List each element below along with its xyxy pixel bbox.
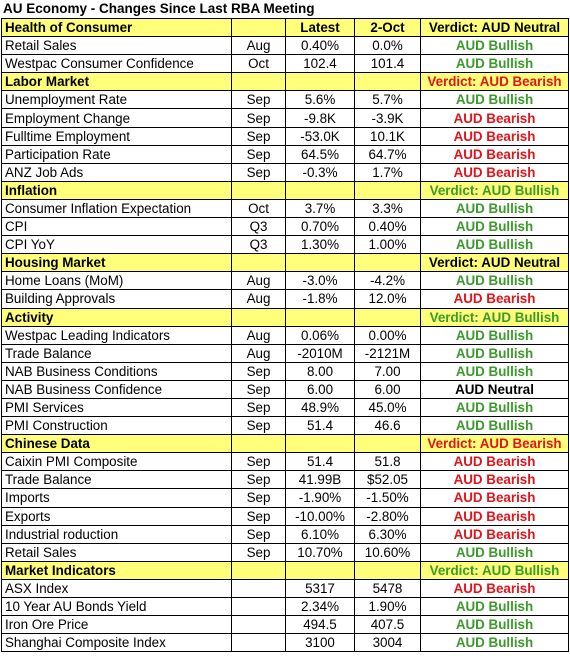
indicator-period: Sep [232,91,286,109]
indicator-period: Sep [232,471,286,489]
table-row [2,417,569,435]
indicator-period: Q3 [232,218,286,236]
indicator-latest: 6.10% [286,525,355,543]
indicator-verdict: AUD Bullish [421,598,569,616]
indicator-name: Retail Sales [2,543,232,561]
indicator-latest: 5.6% [286,91,355,109]
section-period-header [232,181,286,199]
indicator-previous: 64.7% [355,145,421,163]
indicator-verdict: AUD Bullish [421,634,569,652]
indicator-name: ANZ Job Ads [2,163,232,181]
economy-table [1,18,569,652]
section-verdict: Verdict: AUD Neutral [421,19,569,37]
table-row [2,290,569,308]
section-header [2,435,569,453]
indicator-name: NAB Business Confidence [2,380,232,398]
latest-column-header [286,308,355,326]
table-row [2,489,569,507]
section-period-header [232,435,286,453]
indicator-name: Industrial roduction [2,525,232,543]
indicator-previous: 0.0% [355,37,421,55]
indicator-previous: 51.8 [355,453,421,471]
table-row [2,507,569,525]
indicator-latest: 102.4 [286,55,355,73]
indicator-latest: 48.9% [286,398,355,416]
indicator-period: Aug [232,290,286,308]
table-row [2,55,569,73]
section-verdict: Verdict: AUD Bearish [421,73,569,91]
indicator-previous: $52.05 [355,471,421,489]
section-header [2,308,569,326]
indicator-period [232,579,286,597]
indicator-period: Aug [232,37,286,55]
table-row [2,127,569,145]
indicator-verdict: AUD Bullish [421,218,569,236]
previous-column-header: 2-Oct [355,19,421,37]
indicator-period: Sep [232,507,286,525]
indicator-verdict: AUD Bearish [421,109,569,127]
section-verdict: Verdict: AUD Bullish [421,181,569,199]
table-row [2,380,569,398]
section-period-header [232,561,286,579]
table-row [2,145,569,163]
indicator-previous: 6.30% [355,525,421,543]
indicator-previous: 1.90% [355,598,421,616]
section-header [2,181,569,199]
latest-column-header: Latest [286,19,355,37]
indicator-name: Home Loans (MoM) [2,272,232,290]
indicator-latest: 51.4 [286,417,355,435]
indicator-name: Participation Rate [2,145,232,163]
indicator-name: CPI [2,218,232,236]
indicator-name: 10 Year AU Bonds Yield [2,598,232,616]
indicator-previous: 12.0% [355,290,421,308]
indicator-period: Sep [232,109,286,127]
indicator-verdict: AUD Bullish [421,362,569,380]
latest-column-header [286,181,355,199]
table-row [2,634,569,652]
indicator-previous: 45.0% [355,398,421,416]
indicator-period: Sep [232,362,286,380]
indicator-latest: 51.4 [286,453,355,471]
indicator-latest: -0.3% [286,163,355,181]
indicator-previous: -3.9K [355,109,421,127]
indicator-previous: 3.3% [355,199,421,217]
indicator-latest: -1.8% [286,290,355,308]
indicator-previous: 0.40% [355,218,421,236]
indicator-period: Sep [232,525,286,543]
indicator-name: Retail Sales [2,37,232,55]
indicator-latest: 0.40% [286,37,355,55]
section-title: Activity [2,308,232,326]
indicator-name: Exports [2,507,232,525]
previous-column-header [355,561,421,579]
table-row [2,163,569,181]
indicator-verdict: AUD Bullish [421,543,569,561]
indicator-name: Westpac Leading Indicators [2,326,232,344]
indicator-latest: 3100 [286,634,355,652]
indicator-verdict: AUD Bullish [421,398,569,416]
section-title: Market Indicators [2,561,232,579]
indicator-name: Consumer Inflation Expectation [2,199,232,217]
indicator-period: Sep [232,145,286,163]
indicator-period: Oct [232,55,286,73]
previous-column-header [355,254,421,272]
indicator-previous: 1.7% [355,163,421,181]
indicator-verdict: AUD Bullish [421,326,569,344]
table-row [2,199,569,217]
latest-column-header [286,73,355,91]
indicator-period: Aug [232,344,286,362]
indicator-previous: -4.2% [355,272,421,290]
table-row [2,109,569,127]
previous-column-header [355,435,421,453]
indicator-period: Aug [232,326,286,344]
indicator-period: Aug [232,272,286,290]
table-row [2,598,569,616]
indicator-verdict: AUD Bearish [421,127,569,145]
indicator-latest: -1.90% [286,489,355,507]
indicator-period: Sep [232,489,286,507]
indicator-previous: 46.6 [355,417,421,435]
table-row [2,543,569,561]
indicator-latest: 2.34% [286,598,355,616]
indicator-name: PMI Services [2,398,232,416]
latest-column-header [286,435,355,453]
table-row [2,236,569,254]
indicator-previous: 7.00 [355,362,421,380]
indicator-verdict: AUD Bullish [421,199,569,217]
section-header [2,561,569,579]
indicator-verdict: AUD Bearish [421,163,569,181]
indicator-period: Sep [232,543,286,561]
table-row [2,91,569,109]
indicator-latest: 64.5% [286,145,355,163]
indicator-previous: 5478 [355,579,421,597]
indicator-latest: 1.30% [286,236,355,254]
indicator-previous: -1.50% [355,489,421,507]
indicator-latest: 3.7% [286,199,355,217]
table-row [2,37,569,55]
section-verdict: Verdict: AUD Bearish [421,435,569,453]
section-title: Inflation [2,181,232,199]
indicator-latest: 5317 [286,579,355,597]
indicator-verdict: AUD Bullish [421,91,569,109]
indicator-period [232,634,286,652]
table-row [2,453,569,471]
previous-column-header [355,73,421,91]
indicator-period: Sep [232,417,286,435]
indicator-verdict: AUD Bullish [421,55,569,73]
indicator-name: Unemployment Rate [2,91,232,109]
indicator-name: Imports [2,489,232,507]
section-header [2,73,569,91]
section-title: Housing Market [2,254,232,272]
indicator-verdict: AUD Neutral [421,380,569,398]
indicator-verdict: AUD Bearish [421,507,569,525]
section-verdict: Verdict: AUD Neutral [421,254,569,272]
section-header [2,19,569,37]
previous-column-header [355,181,421,199]
indicator-period: Sep [232,453,286,471]
previous-column-header [355,308,421,326]
indicator-verdict: AUD Bearish [421,471,569,489]
table-row [2,218,569,236]
indicator-previous: 10.60% [355,543,421,561]
indicator-name: Building Approvals [2,290,232,308]
indicator-verdict: AUD Bearish [421,525,569,543]
indicator-name: Fulltime Employment [2,127,232,145]
indicator-previous: 1.00% [355,236,421,254]
indicator-verdict: AUD Bullish [421,37,569,55]
indicator-verdict: AUD Bullish [421,236,569,254]
indicator-verdict: AUD Bullish [421,616,569,634]
indicator-latest: 0.06% [286,326,355,344]
indicator-latest: 6.00 [286,380,355,398]
indicator-latest: -10.00% [286,507,355,525]
indicator-verdict: AUD Bullish [421,272,569,290]
section-verdict: Verdict: AUD Bullish [421,308,569,326]
section-verdict: Verdict: AUD Bullish [421,561,569,579]
indicator-name: Shanghai Composite Index [2,634,232,652]
indicator-period [232,598,286,616]
indicator-name: Iron Ore Price [2,616,232,634]
indicator-verdict: AUD Bearish [421,489,569,507]
indicator-previous: 6.00 [355,380,421,398]
indicator-name: PMI Construction [2,417,232,435]
indicator-latest: -3.0% [286,272,355,290]
indicator-name: Employment Change [2,109,232,127]
section-title: Health of Consumer [2,19,232,37]
table-row [2,616,569,634]
indicator-previous: 0.00% [355,326,421,344]
indicator-latest: -2010M [286,344,355,362]
section-period-header [232,73,286,91]
indicator-previous: 5.7% [355,91,421,109]
section-header [2,254,569,272]
indicator-name: Trade Balance [2,471,232,489]
indicator-verdict: AUD Bearish [421,453,569,471]
indicator-period: Sep [232,127,286,145]
indicator-name: ASX Index [2,579,232,597]
indicator-previous: -2.80% [355,507,421,525]
indicator-verdict: AUD Bullish [421,417,569,435]
section-period-header [232,19,286,37]
indicator-previous: 407.5 [355,616,421,634]
table-row [2,362,569,380]
indicator-period: Sep [232,380,286,398]
indicator-previous: 101.4 [355,55,421,73]
indicator-latest: 0.70% [286,218,355,236]
indicator-period: Sep [232,163,286,181]
table-row [2,326,569,344]
indicator-previous: 3004 [355,634,421,652]
indicator-period [232,616,286,634]
indicator-verdict: AUD Bearish [421,579,569,597]
table-row [2,525,569,543]
section-title: Labor Market [2,73,232,91]
indicator-latest: -53.0K [286,127,355,145]
indicator-previous: 10.1K [355,127,421,145]
latest-column-header [286,561,355,579]
indicator-latest: -9.8K [286,109,355,127]
table-row [2,579,569,597]
latest-column-header [286,254,355,272]
indicator-latest: 41.99B [286,471,355,489]
indicator-verdict: AUD Bearish [421,290,569,308]
table-row [2,398,569,416]
table-row [2,272,569,290]
indicator-verdict: AUD Bullish [421,344,569,362]
indicator-name: Caixin PMI Composite [2,453,232,471]
section-title: Chinese Data [2,435,232,453]
indicator-period: Q3 [232,236,286,254]
indicator-verdict: AUD Bearish [421,145,569,163]
page-title: AU Economy - Changes Since Last RBA Meeting [3,1,315,16]
indicator-latest: 10.70% [286,543,355,561]
table-row [2,471,569,489]
indicator-previous: -2121M [355,344,421,362]
section-period-header [232,308,286,326]
indicator-period: Sep [232,398,286,416]
section-period-header [232,254,286,272]
indicator-latest: 494.5 [286,616,355,634]
indicator-latest: 8.00 [286,362,355,380]
indicator-name: NAB Business Conditions [2,362,232,380]
table-row [2,344,569,362]
indicator-name: Westpac Consumer Confidence [2,55,232,73]
indicator-name: Trade Balance [2,344,232,362]
indicator-period: Oct [232,199,286,217]
indicator-name: CPI YoY [2,236,232,254]
